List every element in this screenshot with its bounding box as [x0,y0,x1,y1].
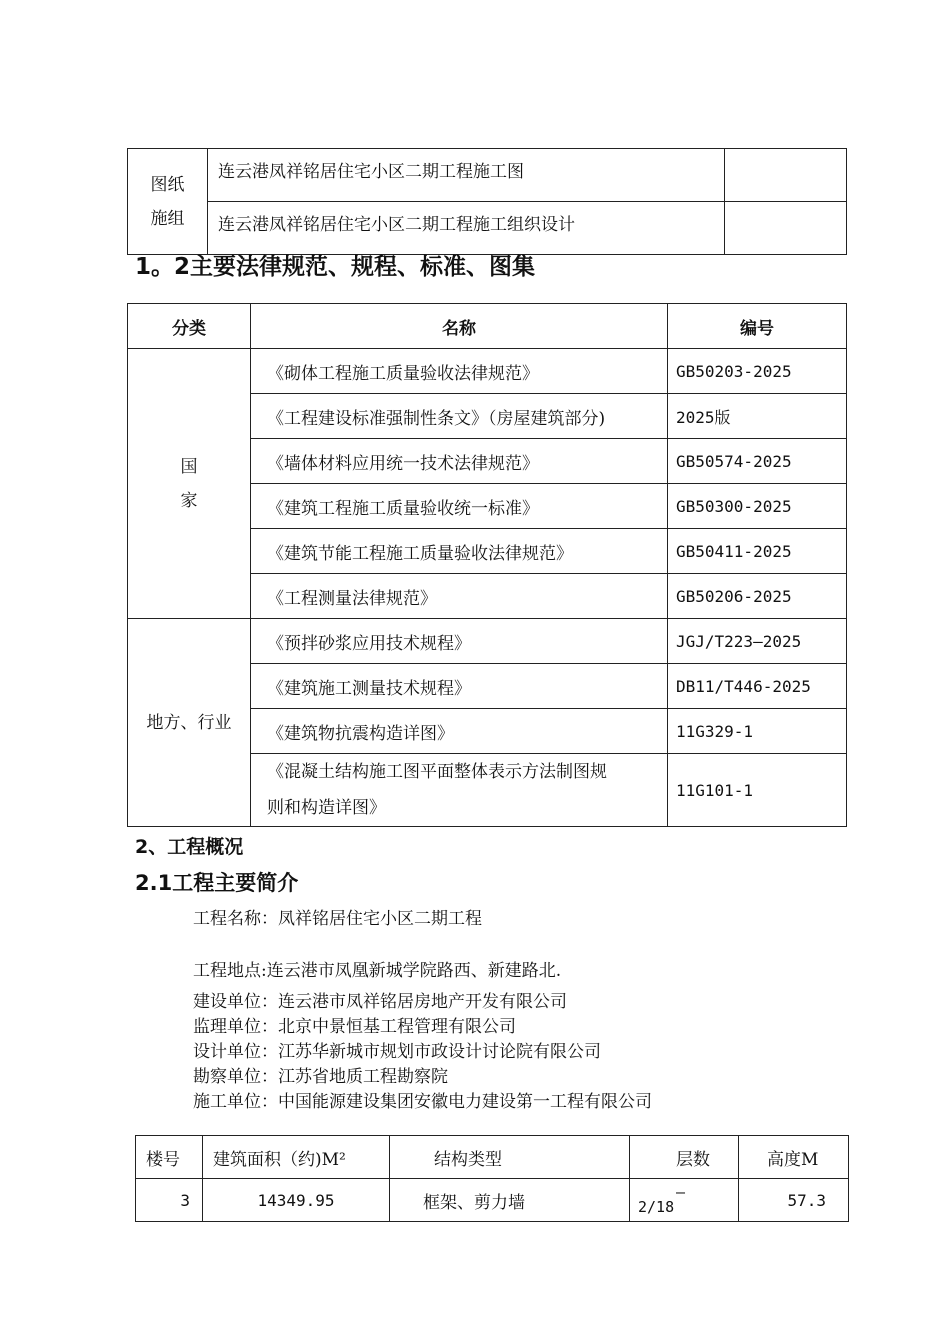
header-category: 分类 [128,304,251,349]
project-name: 工程名称：凤祥铭居住宅小区二期工程 [193,909,482,929]
national-category-line1: 国 [180,456,198,477]
floors-bottom: 2/18 [638,1198,675,1216]
header-floors: 层数 [630,1136,739,1179]
section-title-2: 2、工程概况 [135,836,244,858]
standard-name: 《工程建设标准强制性条文》（房屋建筑部分) [251,394,668,439]
standard-name: 《建筑物抗震构造详图》 [251,709,668,754]
drawing-name-cell: 连云港凤祥铭居住宅小区二期工程施工图 [208,149,725,202]
local-category-cell: 地方、行业 [128,619,251,827]
table-header-row [128,304,847,349]
floors-top: — [676,1183,686,1201]
standard-name-line2: 则和构造详图》 [267,798,386,818]
table-header-row [136,1136,849,1179]
project-surveyor: 勘察单位：江苏省地质工程勘察院 [193,1067,448,1087]
standard-code: GB50300-2025 [668,484,847,529]
table-row [136,1179,849,1222]
building-floors [630,1179,739,1222]
drawings-table [127,148,847,255]
drawings-category-cell [128,149,208,255]
project-supervisor: 监理单位：北京中景恒基工程管理有限公司 [193,1017,516,1037]
section-title-1-2: 1。2主要法律规范、规程、标准、图集 [135,254,536,280]
national-category-line2: 家 [180,490,198,511]
building-area: 14349.95 [203,1179,390,1222]
standard-code: GB50206-2025 [668,574,847,619]
standards-table [127,303,847,827]
standard-name: 《建筑工程施工质量验收统一标准》 [251,484,668,529]
header-name: 名称 [251,304,668,349]
national-category-cell [128,349,251,619]
building-height: 57.3 [739,1179,849,1222]
drawing-code-cell [725,202,847,255]
project-designer: 设计单位：江苏华新城市规划市政设计讨论院有限公司 [193,1042,601,1062]
header-height: 高度M [739,1136,849,1179]
standard-name: 《建筑施工测量技术规程》 [251,664,668,709]
building-no: 3 [136,1179,203,1222]
table-row [128,149,847,202]
standard-code: GB50574-2025 [668,439,847,484]
building-structure: 框架、剪力墙 [390,1179,630,1222]
standard-name: 《工程测量法律规范》 [251,574,668,619]
standard-name [251,754,668,827]
project-builder: 建设单位：连云港市凤祥铭居房地产开发有限公司 [193,992,567,1012]
standard-code: DB11/T446-2025 [668,664,847,709]
header-structure: 结构类型 [390,1136,630,1179]
table-row [128,202,847,255]
header-code: 编号 [668,304,847,349]
drawing-code-cell [725,149,847,202]
table-row [128,619,847,664]
standard-code: 2025版 [668,394,847,439]
drawing-name-cell: 连云港凤祥铭居住宅小区二期工程施工组织设计 [208,202,725,255]
standard-name: 《砌体工程施工质量验收法律规范》 [251,349,668,394]
header-area: 建筑面积（约)M² [203,1136,390,1179]
table-row [128,349,847,394]
building-table [135,1135,849,1222]
standard-code: JGJ/T223—2025 [668,619,847,664]
section-title-2-1: 2.1工程主要简介 [135,871,299,895]
standard-code: GB50411-2025 [668,529,847,574]
standard-name: 《墙体材料应用统一技术法律规范》 [251,439,668,484]
standard-code: 11G329-1 [668,709,847,754]
standard-code: 11G101-1 [668,754,847,827]
drawings-category-line1: 图纸 [150,174,185,195]
standard-code: GB50203-2025 [668,349,847,394]
project-location: 工程地点:连云港市凤凰新城学院路西、新建路北. [193,961,562,981]
header-building-no: 楼号 [136,1136,203,1179]
project-contractor: 施工单位：中国能源建设集团安徽电力建设第一工程有限公司 [193,1092,652,1112]
drawings-category-line2: 施组 [150,208,185,229]
standard-name: 《建筑节能工程施工质量验收法律规范》 [251,529,668,574]
standard-name-line1: 《混凝土结构施工图平面整体表示方法制图规 [267,762,607,782]
standard-name: 《预拌砂浆应用技术规程》 [251,619,668,664]
